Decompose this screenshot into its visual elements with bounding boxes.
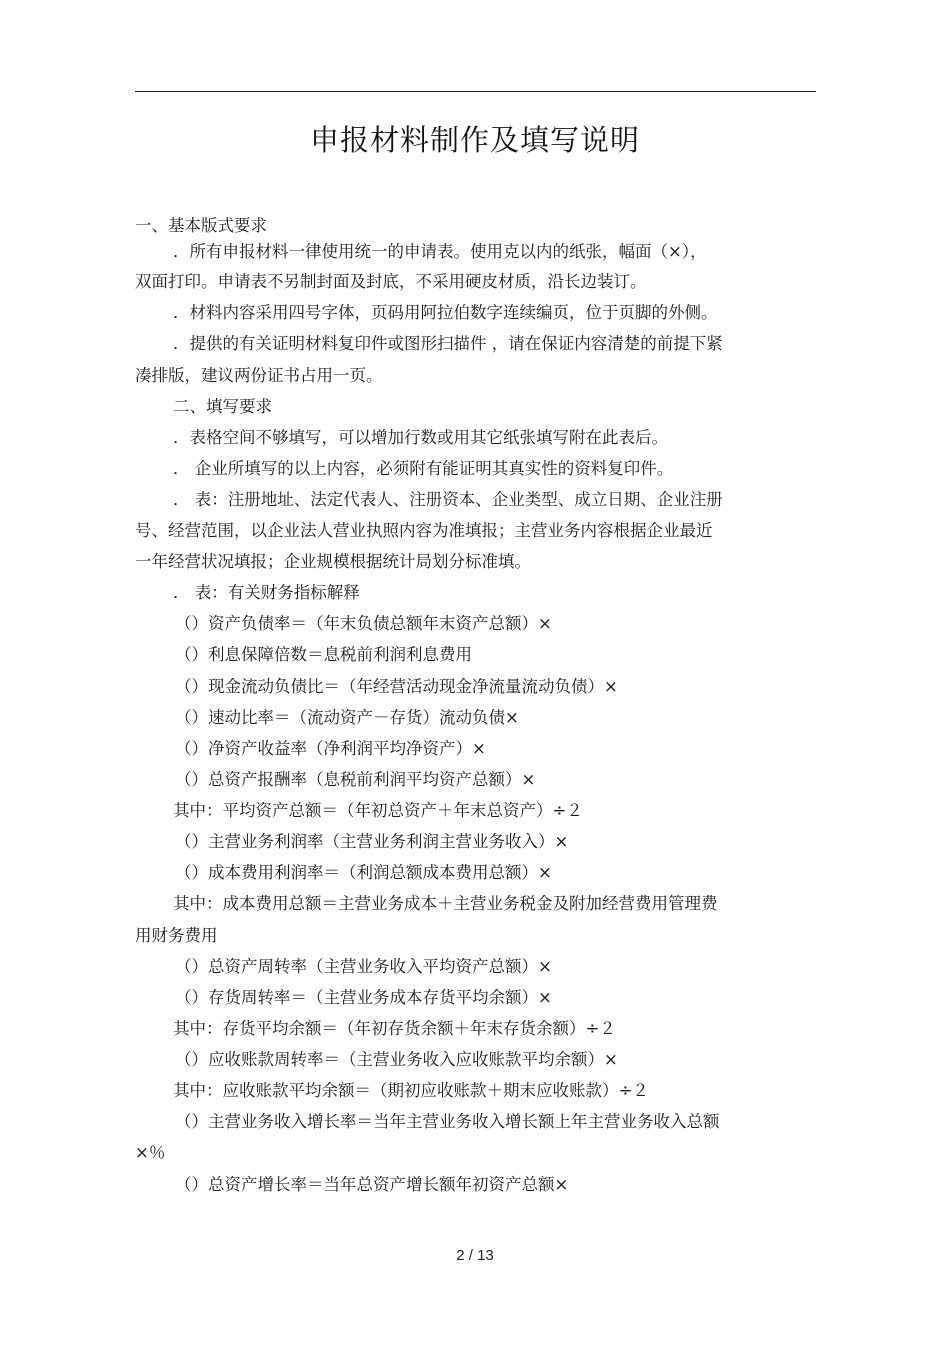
formula-note-line: 其中：平均资产总额＝（年初总资产＋年末总资产）÷２	[173, 801, 583, 820]
formula-line: （）总资产周转率（主营业务收入平均资产总额）×	[175, 957, 552, 976]
formula-line: （）速动比率＝（流动资产－存货）流动负债×	[175, 708, 519, 727]
formula-line: （）净资产收益率（净利润平均净资产）×	[175, 739, 486, 758]
formula-line: （）现金流动负债比＝（年经营活动现金净流量流动负债）×	[175, 677, 618, 696]
paragraph-line: 号、经营范围，以企业法人营业执照内容为准填报；主营业务内容根据企业最近	[135, 521, 713, 540]
paragraph-line: ． 企业所填写的以上内容，必须附有能证明其真实性的资料复印件。	[173, 459, 674, 478]
paragraph-line: 用财务费用	[135, 926, 218, 945]
formula-line: （）成本费用利润率＝（利润总额成本费用总额）×	[175, 863, 552, 882]
paragraph-line: ．材料内容采用四号字体，页码用阿拉伯数字连续编页，位于页脚的外侧。	[173, 303, 718, 322]
formula-note-line: 其中：应收账款平均余额＝（期初应收账款＋期末应收账款）÷２	[173, 1081, 649, 1100]
paragraph-line: ．所有申报材料一律使用统一的申请表。使用克以内的纸张，幅面（×），	[173, 242, 707, 261]
paragraph-line: 双面打印。申请表不另制封面及封底，不采用硬皮材质，沿长边装订。	[135, 272, 647, 291]
formula-line: （）存货周转率＝（主营业务成本存货平均余额）×	[175, 988, 552, 1007]
page-number: 2 / 13	[456, 1247, 494, 1264]
paragraph-line: ． 表：注册地址、法定代表人、注册资本、企业类型、成立日期、企业注册	[173, 490, 723, 509]
formula-note-line: 其中：存货平均余额＝（年初存货余额＋年末存货余额）÷２	[173, 1019, 616, 1038]
section-heading-basic-format: 一、基本版式要求	[135, 216, 267, 235]
section-heading-fill-requirements: 二、填写要求	[173, 397, 272, 416]
document-title: 申报材料制作及填写说明	[309, 123, 640, 157]
formula-line: （）资产负债率＝（年末负债总额年末资产总额）×	[175, 614, 552, 633]
formula-line: （）利息保障倍数＝息税前利润利息费用	[175, 645, 472, 664]
paragraph-line: ．表格空间不够填写，可以增加行数或用其它纸张填写附在此表后。	[173, 428, 668, 447]
paragraph-line: 凑排版，建议两份证书占用一页。	[135, 366, 383, 385]
formula-line: （）总资产报酬率（息税前利润平均资产总额）×	[175, 770, 536, 789]
header-rule	[135, 91, 816, 92]
formula-line: （）应收账款周转率＝（主营业务收入应收账款平均余额）×	[175, 1050, 618, 1069]
paragraph-line: ．提供的有关证明材料复印件或图形扫描件 ，请在保证内容清楚的前提下紧	[173, 334, 723, 353]
formula-line: （）主营业务收入增长率＝当年主营业务收入增长额上年主营业务收入总额	[175, 1112, 720, 1131]
formula-note-line: 其中：成本费用总额＝主营业务成本＋主营业务税金及附加经营费用管理费	[173, 894, 718, 913]
paragraph-line: ． 表：有关财务指标解释	[173, 583, 360, 602]
paragraph-line: ×％	[135, 1143, 166, 1162]
paragraph-line: 一年经营状况填报；企业规模根据统计局划分标准填。	[135, 552, 531, 571]
formula-line: （）主营业务利润率（主营业务利润主营业务收入）×	[175, 832, 569, 851]
formula-line: （）总资产增长率＝当年总资产增长额年初资产总额×	[175, 1175, 569, 1194]
